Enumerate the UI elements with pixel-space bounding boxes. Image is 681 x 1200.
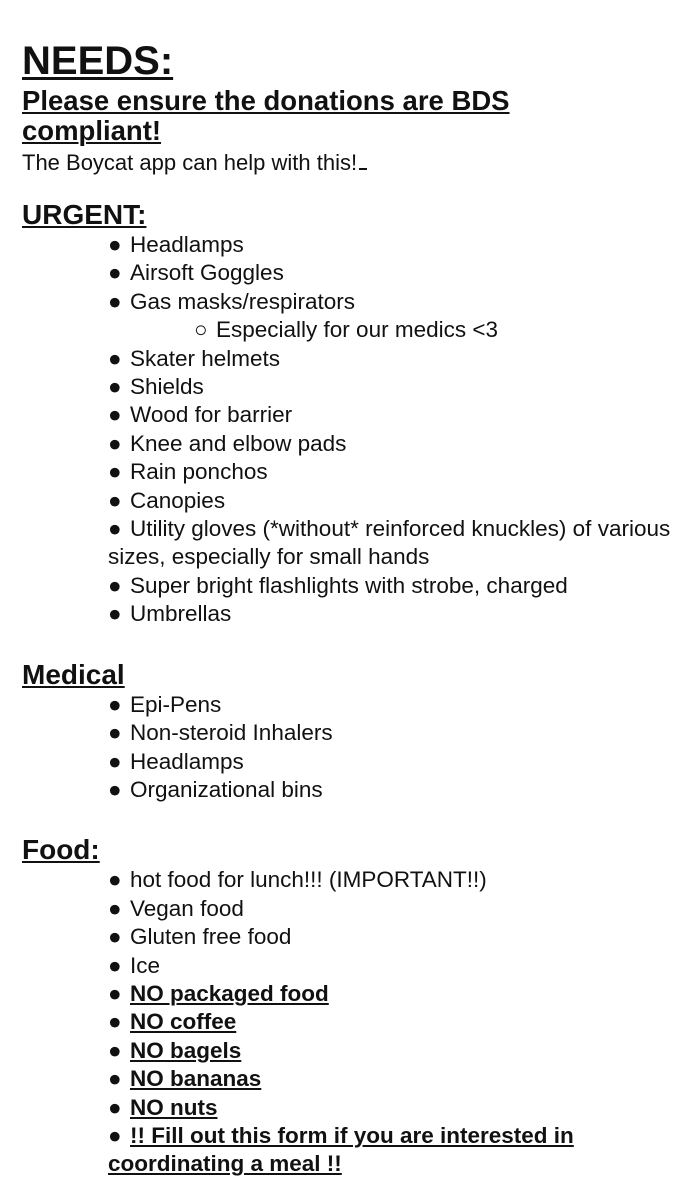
document [22, 38, 672, 1179]
list-item: ● Gluten free food [108, 923, 672, 951]
list-item: ● Ice [108, 952, 672, 980]
bullet-icon: ● [108, 459, 122, 485]
list-item: ● Super bright flashlights with strobe, charged [108, 572, 672, 600]
list-item: ● Airsoft Goggles [108, 259, 672, 287]
text-cursor [359, 148, 367, 170]
list-item: ● Rain ponchos [108, 458, 672, 486]
medical-heading: Medical [22, 658, 125, 690]
list-item: ● NO packaged food [108, 980, 672, 1008]
circle-bullet-icon: ○ [194, 317, 208, 343]
list-item: ● Vegan food [108, 895, 672, 923]
bullet-icon: ● [108, 601, 122, 627]
medical-list [22, 691, 672, 805]
urgent-list [22, 231, 672, 629]
list-item: ● NO coffee [108, 1008, 672, 1036]
bullet-icon: ● [108, 345, 122, 371]
list-item: ● Organizational bins [108, 776, 672, 804]
bullet-icon: ● [108, 980, 122, 1006]
urgent-heading: URGENT: [22, 199, 147, 230]
list-item: ● Utility gloves (*without* reinforced knuckles) of various sizes, especially for small hands [108, 516, 671, 570]
bullet-icon: ● [108, 1066, 122, 1092]
list-item: ● Headlamps [108, 231, 672, 259]
list-item: ● Epi-Pens [108, 691, 672, 719]
food-heading: Food: [22, 834, 100, 866]
bullet-icon: ● [108, 516, 122, 542]
bullet-icon: ● [108, 1094, 122, 1120]
bullet-icon: ● [108, 867, 122, 893]
bullet-icon: ● [108, 1009, 122, 1035]
list-subitem: ○ Especially for our medics <3 [108, 316, 672, 344]
list-item: ● Wood for barrier [108, 401, 672, 429]
bullet-icon: ● [108, 288, 122, 314]
bullet-icon: ● [108, 487, 122, 513]
boycat-note [22, 148, 672, 177]
list-item: ● Gas masks/respirators [108, 288, 672, 316]
bullet-icon: ● [108, 430, 122, 456]
bullet-icon: ● [108, 924, 122, 950]
bullet-icon: ● [108, 952, 122, 978]
bullet-icon: ● [108, 232, 122, 257]
bds-notice: Please ensure the donations are BDS compliant! [22, 85, 510, 146]
bullet-icon: ● [108, 260, 122, 286]
list-item: ● Non-steroid Inhalers [108, 719, 672, 747]
food-list [22, 866, 672, 1178]
bullet-icon: ● [108, 374, 122, 400]
list-item: ● Shields [108, 373, 672, 401]
list-item: ● hot food for lunch!!! (IMPORTANT!!) [108, 866, 672, 894]
list-item: ● NO bagels [108, 1037, 672, 1065]
bullet-icon: ● [108, 1122, 122, 1148]
bullet-icon: ● [108, 402, 122, 428]
list-item: ● Knee and elbow pads [108, 430, 672, 458]
boycat-note-text: The Boycat app can help with this! [22, 150, 358, 175]
bullet-icon: ● [108, 572, 122, 598]
list-item: ● Skater helmets [108, 345, 672, 373]
bullet-icon: ● [108, 1037, 122, 1063]
page-title: NEEDS: [22, 39, 174, 83]
bullet-icon: ● [108, 895, 122, 921]
meal-form-link[interactable]: ● !! Fill out this form if you are interested in coordinating a meal !! [108, 1122, 574, 1177]
list-item: ● NO nuts [108, 1094, 672, 1122]
list-item: ● Headlamps [108, 748, 672, 776]
list-item: ● Canopies [108, 487, 672, 515]
list-item: ● Umbrellas [108, 600, 672, 628]
bullet-icon: ● [108, 776, 122, 802]
bullet-icon: ● [108, 691, 122, 717]
bullet-icon: ● [108, 720, 122, 746]
list-item: ● NO bananas [108, 1065, 672, 1093]
bullet-icon: ● [108, 748, 122, 774]
